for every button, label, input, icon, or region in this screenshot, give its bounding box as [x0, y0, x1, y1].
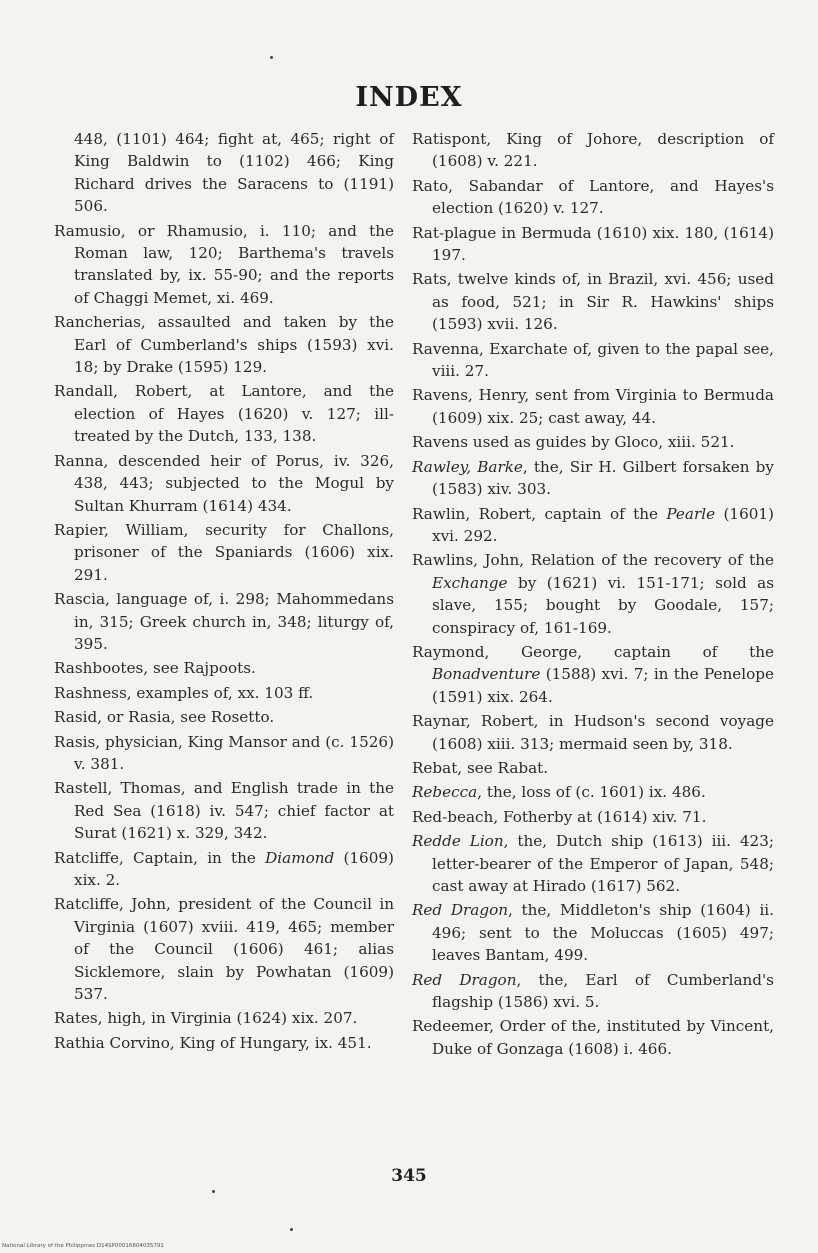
entry-text: Rat-plague in Bermuda (1610) xix. 180, (1614) 197. — [412, 223, 774, 265]
entry-text: 448, (1101) 464; fight at, 465; right of King Baldwin to (1102) 466; King Richard drives the Saracens to (1191) 506. — [74, 130, 394, 216]
entry-text: Rastell, Thomas, and English trade in the Red Sea (1618) iv. 547; chief factor at Surat (1621) x. 329, 342. — [54, 779, 394, 843]
index-entry — [412, 175, 774, 220]
index-entry — [412, 268, 774, 335]
entry-italic-title: Diamond — [265, 848, 335, 867]
index-entry — [54, 519, 394, 586]
entry-text: , the, Sir H. Gilbert forsaken by (1583) xiv. 303. — [432, 457, 774, 499]
index-entry — [54, 731, 394, 776]
entry-text: Rascia, language of, i. 298; Mahommedans in, 315; Greek church in, 348; liturgy of, 395. — [54, 590, 394, 653]
entry-text: Randall, Robert, at Lantore, and the election of Hayes (1620) v. 127; ill-treated by the Dutch, 133, 138. — [54, 382, 394, 446]
index-entry — [412, 757, 774, 779]
page-title: INDEX — [355, 82, 463, 113]
entry-text: Rebat, see Rabat. — [412, 758, 549, 777]
entry-text: Rancherias, assaulted and taken by the Earl of Cumberland's ships (1593) xvi. 18; by Drake (1595) 129. — [54, 313, 394, 377]
index-entry — [412, 384, 774, 429]
entry-text: Redeemer, Order of the, instituted by Vincent, Duke of Gonzaga (1608) i. 466. — [412, 1017, 774, 1058]
entry-text: , the, Earl of Cumberland's flagship (1586) xvi. 5. — [432, 970, 774, 1012]
index-entry — [412, 1015, 774, 1060]
print-speck — [290, 1228, 293, 1231]
entry-text: Rathia Corvino, King of Hungary, ix. 451. — [54, 1033, 372, 1052]
entry-italic-title: Red Dragon — [412, 970, 517, 989]
index-entry — [54, 1007, 394, 1029]
page-number: 345 — [391, 1166, 427, 1186]
entry-text: , the, loss of (c. 1601) ix. 486. — [477, 783, 706, 802]
entry-italic-title: Bonadventure — [432, 665, 541, 684]
entry-text: Ratispont, King of Johore, description of (1608) v. 221. — [412, 130, 774, 171]
entry-text: Rates, high, in Virginia (1624) xix. 207. — [54, 1009, 358, 1028]
entry-lead: Rawlins, John, Relation of the recovery of the — [412, 551, 774, 570]
index-entry — [412, 549, 774, 639]
entry-text: , the, Middleton's ship (1604) ii. 496; sent to the Moluccas (1605) 497; leaves Bantam, 499. — [432, 901, 774, 965]
index-entry — [54, 588, 394, 655]
index-entry — [54, 380, 394, 447]
library-footer: National Library of the Philippines D14SP00016804035791 — [2, 1243, 164, 1249]
entry-text: Rato, Sabandar of Lantore, and Hayes's election (1620) v. 127. — [412, 176, 774, 218]
index-entry — [54, 220, 394, 310]
left-column — [54, 128, 394, 1056]
entry-text: Rashness, examples of, xx. 103 ff. — [54, 683, 314, 702]
entry-text: Rashbootes, see Rajpoots. — [54, 659, 256, 678]
index-entry — [412, 128, 774, 173]
entry-text: Rasid, or Rasia, see Rosetto. — [54, 708, 275, 727]
index-entry — [54, 657, 394, 679]
index-entry — [54, 450, 394, 517]
entry-italic-title: Rawley, Barke — [412, 457, 523, 476]
index-entry — [412, 710, 774, 755]
index-entry — [412, 899, 774, 966]
entry-text: Ravens, Henry, sent from Virginia to Bermuda (1609) xix. 25; cast away, 44. — [412, 386, 774, 427]
entry-text: Ravenna, Exarchate of, given to the papal see, viii. 27. — [412, 339, 774, 381]
entry-italic-title: Red Dragon — [412, 901, 508, 920]
entry-text: , the, Dutch ship (1613) iii. 423; letter-bearer of the Emperor of Japan, 548; cast away at Hirado (1617) 562. — [432, 832, 774, 895]
entry-text: Red-beach, Fotherby at (1614) xiv. 71. — [412, 807, 707, 826]
entry-lead: Raymond, George, captain of the — [412, 642, 774, 661]
index-entry — [54, 1032, 394, 1054]
entry-lead: Rawlin, Robert, captain of the — [412, 504, 667, 523]
entry-italic-title: Exchange — [432, 573, 508, 592]
entry-text: Ravens used as guides by Gloco, xiii. 521. — [412, 433, 735, 452]
entry-text: Raynar, Robert, in Hudson's second voyage (1608) xiii. 313; mermaid seen by, 318. — [412, 712, 774, 753]
entry-text: Ramusio, or Rhamusio, i. 110; and the Roman law, 120; Barthema's travels translated by, ix. 55-90; and the reports of Chaggi Memet, xi. 469. — [54, 221, 394, 307]
index-entry — [412, 503, 774, 548]
index-entry — [412, 338, 774, 383]
index-entry — [412, 222, 774, 267]
index-entry — [412, 969, 774, 1014]
entry-text: Rapier, William, security for Challons, prisoner of the Spaniards (1606) xix. 291. — [54, 520, 394, 584]
entry-text: (1609) xix. 2. — [74, 848, 394, 889]
entry-text: Rasis, physician, King Mansor and (c. 1526) v. 381. — [54, 732, 394, 773]
index-entry — [54, 847, 394, 892]
entry-lead: Ratcliffe, Captain, in the — [54, 848, 266, 867]
entry-text: (1601) xvi. 292. — [432, 504, 774, 545]
entry-italic-title: Pearle — [666, 504, 716, 523]
entry-text: Rats, twelve kinds of, in Brazil, xvi. 456; used as food, 521; in Sir R. Hawkins' ships (1593) xvii. 126. — [412, 270, 774, 334]
entry-text: by (1621) vi. 151-171; sold as slave, 155; bought by Goodale, 157; conspiracy of, 161-169. — [432, 573, 774, 637]
index-entry — [412, 830, 774, 897]
index-entry — [54, 777, 394, 844]
print-speck — [270, 56, 273, 59]
entry-text: Ratcliffe, John, president of the Council in Virginia (1607) xviii. 419, 465; member of the Council (1606) 461; alias Sicklemore, slain by Powhatan (1609) 537. — [54, 895, 394, 1004]
index-entry — [412, 781, 774, 803]
entry-italic-title: Rebecca — [412, 783, 478, 802]
index-entry — [412, 806, 774, 828]
entry-text: (1588) xvi. 7; in the Penelope (1591) xix. 264. — [432, 665, 774, 706]
index-entry — [412, 431, 774, 453]
index-entry — [54, 682, 394, 704]
print-speck — [212, 1190, 215, 1193]
index-entry — [412, 456, 774, 501]
index-entry — [412, 641, 774, 708]
index-entry — [54, 128, 394, 218]
index-entry — [54, 311, 394, 378]
entry-text: Ranna, descended heir of Porus, iv. 326, 438, 443; subjected to the Mogul by Sultan Khurram (1614) 434. — [54, 451, 394, 515]
index-entry — [54, 893, 394, 1005]
right-column — [412, 128, 774, 1062]
entry-italic-title: Redde Lion — [412, 832, 504, 851]
index-entry — [54, 706, 394, 728]
